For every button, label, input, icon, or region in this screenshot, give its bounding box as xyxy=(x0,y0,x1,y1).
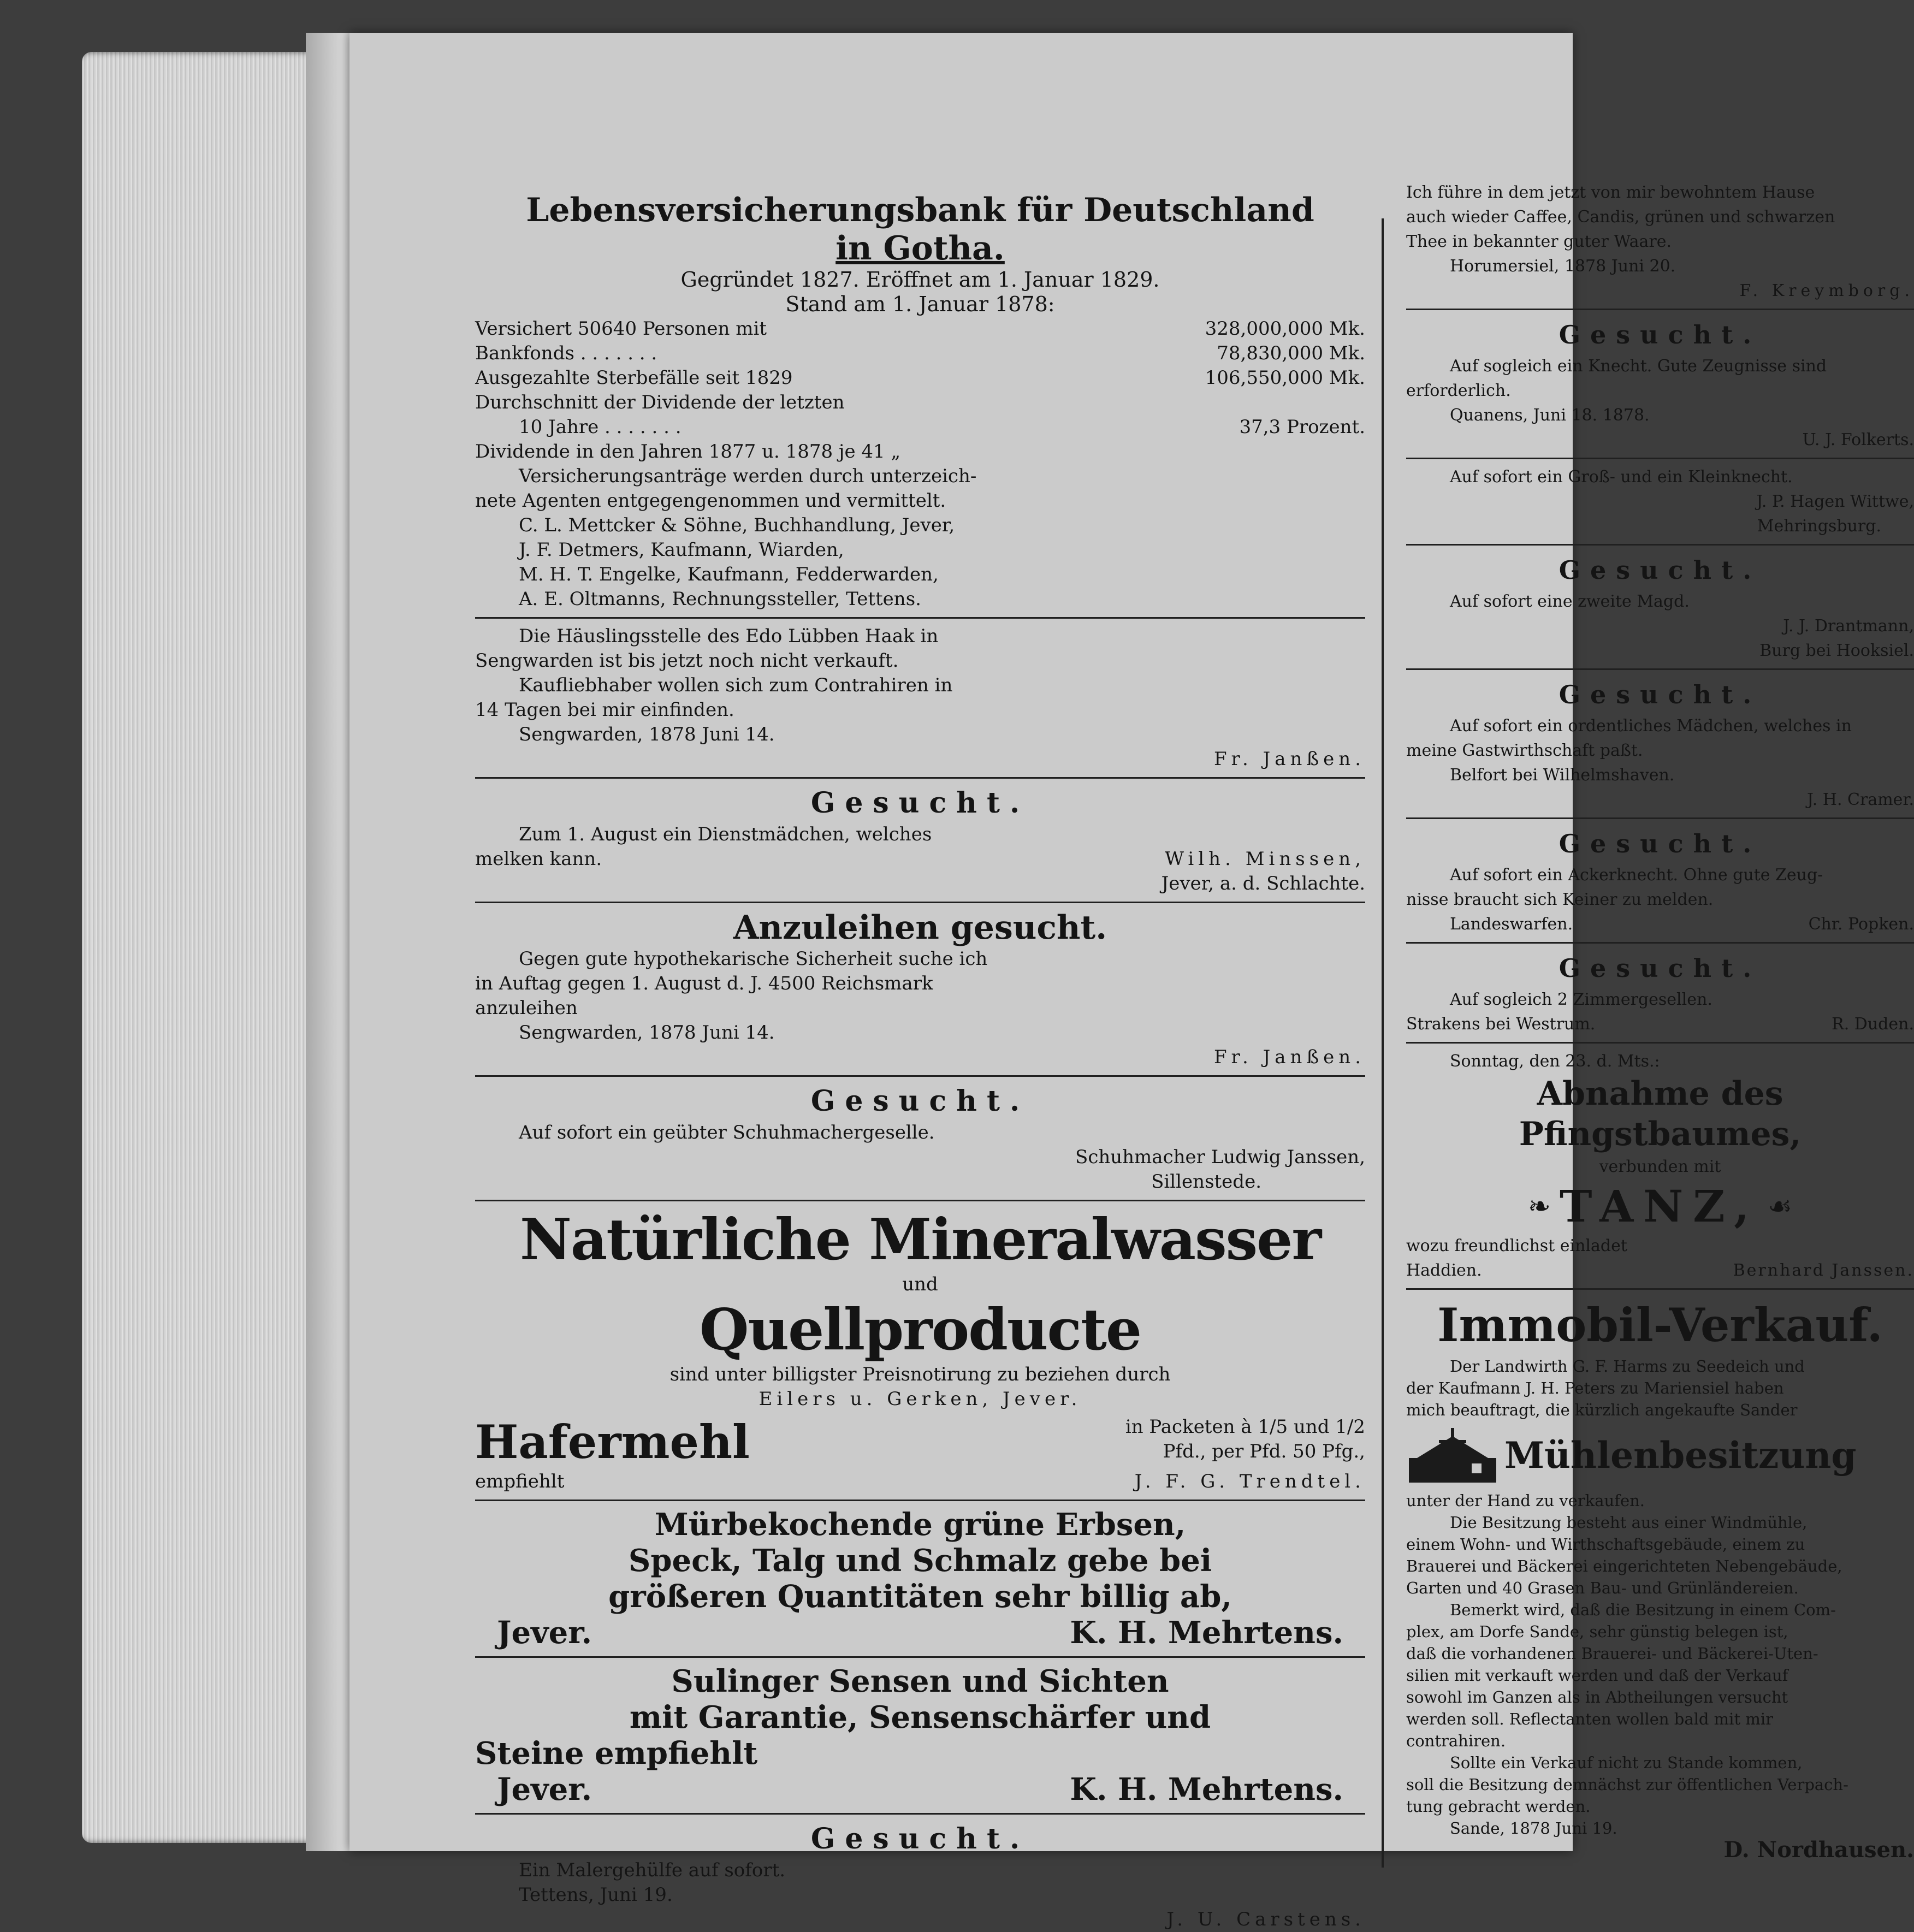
bank-dividend: Dividende in den Jahren 1877 u. 1878 je 41 „ xyxy=(475,441,901,463)
ad-kreymborg xyxy=(1406,180,1914,303)
ad-gesucht-dienstmaedchen xyxy=(475,784,1365,896)
gesucht3-place: Tettens, Juni 19. xyxy=(519,1884,673,1906)
gesucht1-line2a: melken kann. xyxy=(475,848,602,870)
bank-title-line1: Lebensversicherungsbank für Deutschland xyxy=(526,191,1314,229)
gesucht-heading: Gesucht. xyxy=(810,1084,1030,1118)
ad-gesucht-ackerknecht xyxy=(1406,825,1914,937)
haak-line4: 14 Tagen bei mir einfinden. xyxy=(475,699,734,721)
gesucht2-line2: Schuhmacher Ludwig Janssen, xyxy=(1075,1146,1365,1168)
ad-sensen xyxy=(475,1663,1365,1807)
tanz-line1: Sonntag, den 23. d. Mts.: xyxy=(1450,1052,1660,1071)
g2-line3: Burg bei Hooksiel. xyxy=(1759,641,1914,660)
sensen-line2: mit Garantie, Sensenschärfer und xyxy=(629,1699,1211,1735)
g1-line2: erforderlich. xyxy=(1406,381,1511,400)
haak-line3: Kaufliebhaber wollen sich zum Contrahiren in xyxy=(519,674,953,696)
sensen-signature: K. H. Mehrtens. xyxy=(1070,1771,1343,1807)
g4-line2: nisse braucht sich Keiner zu melden. xyxy=(1406,890,1714,909)
mineral-heading: Natürliche Mineralwasser xyxy=(519,1206,1321,1273)
immobil-p2: sowohl im Ganzen als in Abtheilungen versucht xyxy=(1406,1688,1788,1706)
ad-erbsen xyxy=(475,1507,1365,1651)
ad-separator xyxy=(1406,817,1914,819)
ad-gesucht-maedchen xyxy=(1406,675,1914,812)
kreymborg-place: Horumersiel, 1878 Juni 20. xyxy=(1450,257,1676,276)
g5-signature: R. Duden. xyxy=(1832,1015,1914,1034)
ad-separator xyxy=(1406,942,1914,944)
ad-separator xyxy=(475,1075,1365,1077)
anzuleihen-signature: Fr. Janßen. xyxy=(1213,1046,1365,1068)
immobil-p3: soll die Besitzung demnächst zur öffentlichen Verpach- xyxy=(1406,1775,1848,1794)
g5-place: Strakens bei Westrum. xyxy=(1406,1015,1596,1034)
bank-founded: Gegründet 1827. Eröffnet am 1. Januar 1829. xyxy=(680,268,1160,292)
erbsen-line1: Mürbekochende grüne Erbsen, xyxy=(654,1507,1186,1543)
g1-line1: Auf sogleich ein Knecht. Gute Zeugnisse sind xyxy=(1450,357,1827,376)
ad-gesucht-magd xyxy=(1406,551,1914,663)
tanz-row xyxy=(1406,1179,1914,1234)
mineral-und: und xyxy=(902,1273,938,1295)
erbsen-signature: K. H. Mehrtens. xyxy=(1070,1615,1343,1651)
ad-separator xyxy=(475,902,1365,903)
immobil-p2: daß die vorhandenen Brauerei- und Bäckerei-Uten- xyxy=(1406,1644,1818,1663)
tanz-word: TANZ, xyxy=(1559,1181,1759,1232)
ad-separator xyxy=(475,1656,1365,1658)
tanz-place: Haddien. xyxy=(1406,1261,1482,1280)
hagen-line2: J. P. Hagen Wittwe, xyxy=(1756,492,1914,511)
g3-line3: Belfort bei Wilhelmshaven. xyxy=(1450,766,1675,785)
gesucht-heading: Gesucht. xyxy=(1559,829,1762,858)
bank-avg-row xyxy=(475,415,1365,440)
ad-gesucht-zimmergesellen xyxy=(1406,949,1914,1036)
mineral-line1: sind unter billigster Preisnotirung zu beziehen durch xyxy=(669,1364,1171,1385)
ad-separator xyxy=(475,1813,1365,1815)
ad-separator xyxy=(475,777,1365,779)
anzuleihen-heading: Anzuleihen gesucht. xyxy=(733,909,1107,947)
ad-gesucht-schuhmacher xyxy=(475,1082,1365,1194)
ad-mineralwasser xyxy=(475,1207,1365,1412)
bank-row-value: 106,550,000 Mk. xyxy=(1205,367,1365,389)
gesucht3-signature: J. U. Carstens. xyxy=(1166,1909,1365,1930)
hafermehl-line3b: J. F. G. Trendtel. xyxy=(1134,1471,1365,1492)
immobil-heading: Immobil-Verkauf. xyxy=(1437,1298,1883,1352)
bank-row xyxy=(475,366,1365,390)
hafermehl-heading: Hafermehl xyxy=(475,1415,750,1469)
hafermehl-row xyxy=(475,1469,1365,1494)
ad-separator xyxy=(1406,1042,1914,1044)
haak-line1: Die Häuslingsstelle des Edo Lübben Haak in xyxy=(519,625,939,647)
bank-row-label: Bankfonds . . . . . . . xyxy=(475,342,657,364)
gesucht1-row xyxy=(475,847,1365,872)
ad-separator xyxy=(1406,544,1914,546)
sensen-line3: Steine empfiehlt xyxy=(475,1735,758,1771)
left-column xyxy=(475,191,1365,1932)
ad-immobil-verkauf xyxy=(1406,1295,1914,1861)
sensen-line1: Sulinger Sensen und Sichten xyxy=(671,1663,1169,1699)
g3-line1: Auf sofort ein ordentliches Mädchen, welches in xyxy=(1450,716,1852,736)
immobil-line1: Der Landwirth G. F. Harms zu Seedeich und xyxy=(1450,1357,1805,1376)
ad-pfingstbaum xyxy=(1406,1049,1914,1283)
g4-line1: Auf sofort ein Ackerknecht. Ohne gute Zeug- xyxy=(1450,866,1823,885)
bank-agent: A. E. Oltmanns, Rechnungssteller, Tettens. xyxy=(519,588,921,610)
g4-signature: Chr. Popken. xyxy=(1808,915,1914,934)
erbsen-line3: größeren Quantitäten sehr billig ab, xyxy=(608,1579,1232,1615)
column-divider xyxy=(1382,218,1384,1868)
mineral-line2: Eilers u. Gerken, Jever. xyxy=(759,1388,1082,1410)
tanz-line3: wozu freundlichst einladet xyxy=(1406,1236,1627,1255)
kreymborg-line2: auch wieder Caffee, Candis, grünen und schwarzen xyxy=(1406,208,1835,227)
anzuleihen-line2: in Auftag gegen 1. August d. J. 4500 Reichsmark xyxy=(475,973,933,994)
ad-anzuleihen xyxy=(475,909,1365,1070)
bank-stand: Stand am 1. Januar 1878: xyxy=(785,292,1055,316)
erbsen-row xyxy=(475,1615,1365,1651)
ad-gesucht-knecht xyxy=(1406,316,1914,452)
bank-row-value: 328,000,000 Mk. xyxy=(1205,318,1365,340)
hafermehl-details xyxy=(759,1415,1365,1464)
ornament-icon: ❧ xyxy=(1528,1190,1551,1222)
newspaper-page xyxy=(349,33,1914,1930)
bank-avg-label: 10 Jahre . . . . . . . xyxy=(519,416,682,438)
gesucht2-line1: Auf sofort ein geübter Schuhmachergeselle. xyxy=(519,1122,935,1143)
immobil-p1: einem Wohn- und Wirthschaftsgebäude, einem zu xyxy=(1406,1535,1805,1554)
gesucht1-line1: Zum 1. August ein Dienstmädchen, welches xyxy=(519,823,932,845)
gesucht-heading: Gesucht. xyxy=(1559,555,1762,585)
haak-place: Sengwarden, 1878 Juni 14. xyxy=(519,724,775,745)
ad-separator xyxy=(1406,668,1914,670)
gesucht-heading: Gesucht. xyxy=(1559,680,1762,709)
hafermehl-line1: in Packeten à 1/5 und 1/2 xyxy=(1125,1416,1365,1438)
ad-hagen xyxy=(1406,465,1914,538)
gesucht2-line3: Sillenstede. xyxy=(1151,1171,1261,1193)
bank-agent: J. F. Detmers, Kaufmann, Wiarden, xyxy=(519,539,844,561)
gesucht-heading: Gesucht. xyxy=(810,786,1030,820)
kreymborg-line3: Thee in bekannter guter Waare. xyxy=(1406,232,1672,251)
gesucht3-line1: Ein Malergehülfe auf sofort. xyxy=(519,1859,786,1881)
ad-hafermehl xyxy=(475,1415,1365,1469)
tanz-signature: Bernhard Janssen. xyxy=(1733,1261,1914,1280)
g2-line1: Auf sofort eine zweite Magd. xyxy=(1450,592,1690,611)
mineral-heading2: Quellproducte xyxy=(699,1296,1141,1363)
immobil-p3: tung gebracht werden. xyxy=(1406,1797,1591,1816)
gesucht-heading: Gesucht. xyxy=(1559,953,1762,983)
right-column xyxy=(1406,180,1914,1861)
tanz-heading: Abnahme des Pfingstbaumes, xyxy=(1519,1075,1802,1153)
immobil-p1: Garten und 40 Grasen Bau- und Grünländereien. xyxy=(1406,1579,1799,1597)
bank-text-line1: Versicherungsanträge werden durch unterzeich- xyxy=(519,465,977,487)
mill-heading: Mühlenbesitzung xyxy=(1504,1434,1857,1477)
g5-line1: Auf sogleich 2 Zimmergesellen. xyxy=(1450,990,1712,1009)
windmill-icon xyxy=(1406,1425,1499,1485)
ad-separator xyxy=(475,617,1365,619)
bank-avg-value: 37,3 Prozent. xyxy=(1239,416,1365,438)
g4-place: Landeswarfen. xyxy=(1450,915,1573,934)
bank-row xyxy=(475,341,1365,366)
immobil-p2: plex, am Dorfe Sande, sehr günstig belegen ist, xyxy=(1406,1622,1788,1641)
anzuleihen-line1: Gegen gute hypothekarische Sicherheit suche ich xyxy=(519,948,988,970)
ornament-icon: ☙ xyxy=(1768,1190,1792,1222)
hagen-line3: Mehringsburg. xyxy=(1757,517,1881,536)
g3-signature: J. H. Cramer. xyxy=(1807,790,1914,809)
ad-life-insurance-bank xyxy=(475,191,1365,612)
g1-place: Quanens, Juni 18. 1878. xyxy=(1450,406,1650,425)
g3-line2: meine Gastwirthschaft paßt. xyxy=(1406,741,1643,760)
erbsen-place: Jever. xyxy=(497,1615,592,1651)
haak-signature: Fr. Janßen. xyxy=(1213,748,1365,770)
sensen-place: Jever. xyxy=(497,1771,592,1807)
immobil-line3: mich beauftragt, die kürzlich angekaufte Sander xyxy=(1406,1401,1798,1419)
g1-signature: U. J. Folkerts. xyxy=(1802,430,1914,449)
immobil-p2: silien mit verkauft werden und daß der Verkauf xyxy=(1406,1666,1788,1685)
ad-haak xyxy=(475,624,1365,772)
haak-line2: Sengwarden ist bis jetzt noch nicht verkauft. xyxy=(475,650,899,672)
bank-title-line2: in Gotha. xyxy=(835,229,1005,268)
ad-gesucht-maler xyxy=(475,1820,1365,1932)
bank-avg-line1: Durchschnitt der Dividende der letzten xyxy=(475,392,845,413)
immobil-p1: Die Besitzung besteht aus einer Windmühle, xyxy=(1450,1513,1808,1532)
immobil-p2: werden soll. Reflectanten wollen bald mit mir xyxy=(1406,1710,1773,1728)
kreymborg-signature: F. Kreymborg. xyxy=(1739,281,1914,300)
g4-row xyxy=(1406,912,1914,937)
immobil-p2: Bemerkt wird, daß die Besitzung in einem Com- xyxy=(1450,1601,1836,1619)
mill-row xyxy=(1406,1425,1914,1485)
immobil-line4: unter der Hand zu verkaufen. xyxy=(1406,1491,1645,1510)
gesucht-heading: Gesucht. xyxy=(810,1822,1030,1856)
tanz-line2: verbunden mit xyxy=(1599,1157,1721,1176)
bank-row-label: Ausgezahlte Sterbefälle seit 1829 xyxy=(475,367,793,389)
gesucht-heading: Gesucht. xyxy=(1559,320,1762,349)
immobil-line2: der Kaufmann J. H. Peters zu Mariensiel haben xyxy=(1406,1379,1784,1397)
bank-agent: C. L. Mettcker & Söhne, Buchhandlung, Jever, xyxy=(519,514,955,536)
immobil-p1: Brauerei und Bäckerei eingerichteten Nebengebäude, xyxy=(1406,1557,1842,1575)
g2-line2: J. J. Drantmann, xyxy=(1783,617,1914,636)
bank-row-label: Versichert 50640 Personen mit xyxy=(475,318,767,340)
g5-row xyxy=(1406,1012,1914,1036)
immobil-p2: contrahiren. xyxy=(1406,1732,1506,1750)
anzuleihen-place: Sengwarden, 1878 Juni 14. xyxy=(519,1022,775,1044)
ad-separator xyxy=(475,1500,1365,1501)
ad-separator xyxy=(1406,458,1914,459)
ad-separator xyxy=(1406,309,1914,310)
ad-separator xyxy=(475,1200,1365,1201)
bank-row xyxy=(475,317,1365,341)
immobil-signature: D. Nordhausen. xyxy=(1723,1837,1914,1863)
hafermehl-line2: Pfd., per Pfd. 50 Pfg., xyxy=(1163,1441,1365,1462)
bank-row-value: 78,830,000 Mk. xyxy=(1217,342,1365,364)
hafermehl-line3a: empfiehlt xyxy=(475,1471,565,1492)
kreymborg-line1: Ich führe in dem jetzt von mir bewohntem Hause xyxy=(1406,183,1815,202)
hagen-line1: Auf sofort ein Groß- und ein Kleinknecht. xyxy=(1450,467,1793,487)
sensen-row xyxy=(475,1771,1365,1807)
immobil-p3: Sollte ein Verkauf nicht zu Stande kommen, xyxy=(1450,1753,1803,1772)
anzuleihen-line3: anzuleihen xyxy=(475,997,578,1019)
tanz-sign-row xyxy=(1406,1258,1914,1283)
immobil-place: Sande, 1878 Juni 19. xyxy=(1450,1819,1617,1838)
gesucht1-line3: Jever, a. d. Schlachte. xyxy=(1161,873,1365,894)
erbsen-line2: Speck, Talg und Schmalz gebe bei xyxy=(628,1543,1212,1579)
bank-text-line2: nete Agenten entgegengenommen und vermittelt. xyxy=(475,490,946,512)
gesucht1-line2b: Wilh. Minssen, xyxy=(1165,848,1365,870)
bank-agent: M. H. T. Engelke, Kaufmann, Fedderwarden, xyxy=(519,564,939,585)
ad-separator xyxy=(1406,1288,1914,1290)
